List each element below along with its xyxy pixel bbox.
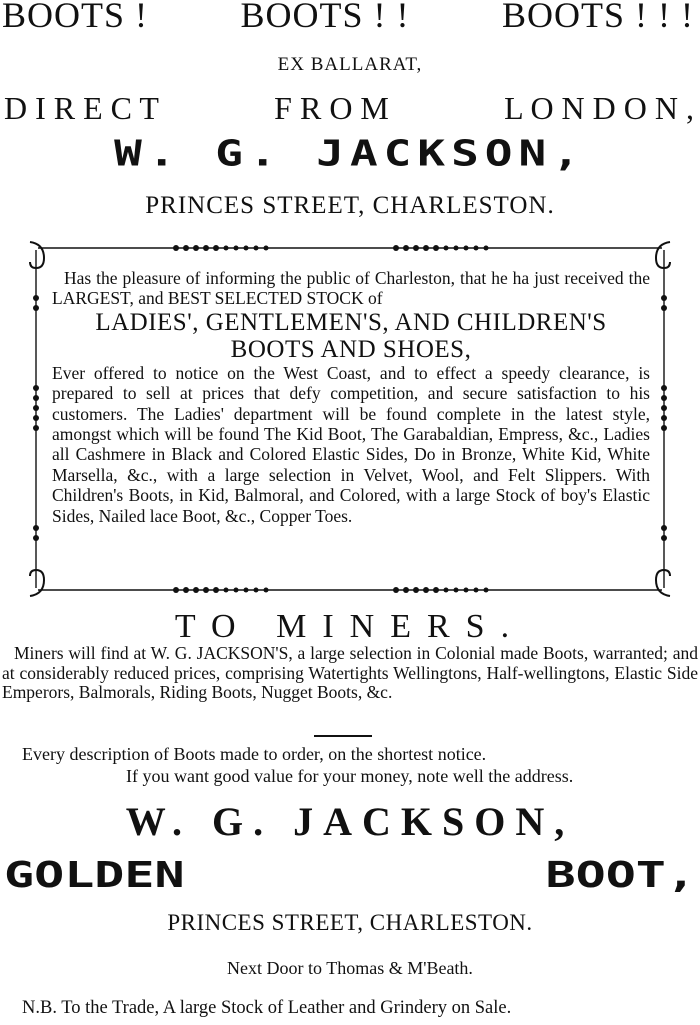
headline-word-1: BOOTS !	[2, 0, 149, 35]
to-miners-heading: TO MINERS.	[174, 608, 526, 645]
headline-word-3: BOOTS ! ! !	[502, 0, 694, 35]
golden-word: GOLDEN	[4, 854, 185, 896]
merchant-name-top: W. G. JACKSON,	[114, 132, 586, 175]
ex-ballarat: EX BALLARAT,	[277, 54, 423, 75]
stock-line-2: BOOTS AND SHOES,	[230, 335, 472, 363]
divider-rule	[314, 735, 372, 737]
golden-boot	[0, 854, 700, 896]
good-value: If you want good value for your money, note well the address.	[126, 766, 574, 786]
notice-intro: Has the pleasure of informing the public of Charleston, that he ha just received the LARGEST, and BEST SELECTED STOCK of	[52, 268, 650, 309]
made-to-order: Every description of Boots made to order, on the shortest notice.	[22, 744, 487, 764]
address-top: PRINCES STREET, CHARLESTON.	[145, 192, 555, 219]
miners-text	[2, 644, 698, 703]
from-word: F R O M	[274, 90, 389, 126]
direct-from-london	[0, 90, 700, 130]
boot-word: BOOT,	[545, 854, 696, 896]
next-door: Next Door to Thomas & M'Beath.	[227, 958, 473, 978]
headline-word-2: BOOTS ! !	[240, 0, 410, 35]
london-word: L O N D O N ,	[504, 90, 694, 126]
direct-word: D I R E C T	[4, 90, 159, 126]
notice-details: Ever offered to notice on the West Coast, and to effect a speedy clearance, is prepared to sell at prices that defy competition, and secure satisfaction to his customers. The Ladies' department will be found complete in the latest style, amongst which will be found The Kid Boot, The Garabaldian, Empress, &c., Ladies all Cashmere in Black and Colored Elastic Sides, Do in Bronze, White Kid, White Marsella, &c., with a large selection in Velvet, Wool, and Felt Slippers. With Children's Boots, in Kid, Balmoral, and Colored, with a large Stock of boy's Elastic Sides, Nailed lace Boot, &c., Copper Toes.	[52, 362, 650, 526]
stock-line-1: LADIES', GENTLEMEN'S, AND CHILDREN'S	[95, 308, 607, 336]
nb-note: N.B. To the Trade, A large Stock of Leather and Grindery on Sale.	[22, 998, 512, 1018]
merchant-name-bottom: W. G. JACKSON,	[125, 799, 575, 844]
notice-text	[52, 268, 650, 526]
miners-paragraph: Miners will find at W. G. JACKSON'S, a large selection in Colonial made Boots, warranted; and at considerably reduced prices, comprising Watertights Wellingtons, Half-wellingtons, Elastic Side Emperors, Balmorals, Riding Boots, Nugget Boots, &c.	[2, 643, 698, 702]
address-bottom: PRINCES STREET, CHARLESTON.	[167, 910, 533, 935]
headline	[0, 0, 700, 34]
